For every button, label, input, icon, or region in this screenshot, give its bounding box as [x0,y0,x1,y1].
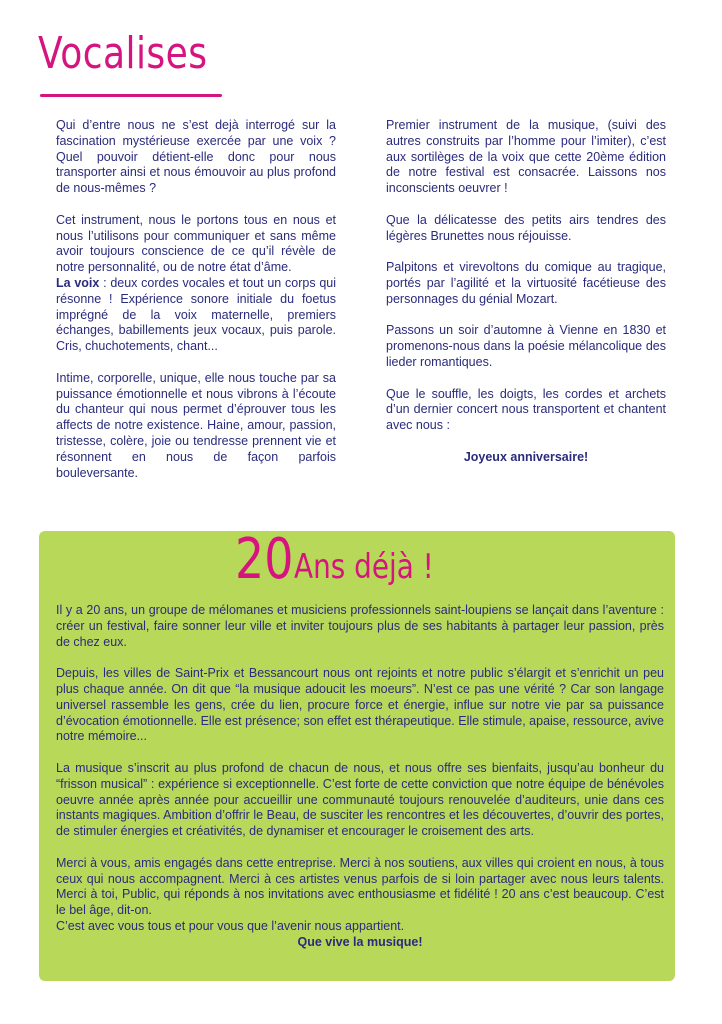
anniversary-text [56,603,664,951]
left-paragraph-3 [56,276,336,355]
anniversary-paragraph-4: Merci à vous, amis engagés dans cette entreprise. Merci à nos soutiens, aux villes qui croient en nous, à tous ceux qui nous accompagnent. Merci à ces artistes venus parfois de si loin partager avec nous leurs talents. Merci à toi, Public, qui réponds à nos invitations avec enthousiasme et fidélité ! 20 ans c’est beaucoup. C’est le bel âge, dit-on. [56,855,664,918]
anniversary-title [235,527,465,597]
left-column [56,118,336,497]
right-column [386,118,666,481]
right-paragraph-1: Premier instrument de la musique, (suivi des autres construits par l’homme pour l’imiter), c’est aux sortilèges de la voix que cette 20ème édition de notre festival est consacrée. Laissons nos inconscients oeuvrer ! [386,118,666,196]
page-title: Vocalises [38,28,208,79]
anniversary-paragraph-1: Il y a 20 ans, un groupe de mélomanes et musiciens professionnels saint-loupiens se lançait dans l’aventure : créer un festival, faire sonner leur ville et inviter toujours plus de ses habitants à partager leur passion, près de chez eux. [56,603,664,649]
left-paragraph-1: Qui d’entre nous ne s’est dejà interrogé sur la fascination mystérieuse exercée par une voix ? Quel pouvoir détient-elle donc pour nous transporter ainsi et nous émouvoir au plus profond de nous-mêmes ? [56,118,336,196]
anniversary-closing: Que vive la musique! [297,934,423,949]
right-paragraph-3: Palpitons et virevoltons du comique au tragique, portés par l’agilité et la virtuosité facétieuse des personnages du génial Mozart. [386,260,666,306]
anniversary-paragraph-5: C’est avec vous tous et pour vous que l’avenir nous appartient. [56,918,405,933]
birthday-closing: Joyeux anniversaire! [463,449,589,464]
anniversary-paragraph-3: La musique s’inscrit au plus profond de chacun de nous, et nous offre ses bienfaits, jusqu’au bonheur du “frisson musical” : expérience si exceptionnelle. C’est forte de cette conviction que notre équipe de bénévoles oeuvre année après année pour accueillir une communauté toujours renouvelée d’auditeurs, unie dans ces instants magiques. Ambition d’offrir le Beau, de susciter les rencontres et les découvertes, d’ouvrir des portes, de stimuler énergies et créativités, de dynamiser et encourager le croisement des arts. [56,760,664,839]
right-paragraph-5: Que le souffle, les doigts, les cordes et archets d’un dernier concert nous transportent et chantent avec nous : [386,386,666,433]
right-paragraph-2: Que la délicatesse des petits airs tendres des légères Brunettes nous réjouisse. [386,212,666,243]
title-underline [40,94,222,97]
left-paragraph-3-text: : deux cordes vocales et tout un corps qui résonne ! Expérience sonore initiale du foetus imprégné de la voix maternelle, premiers échanges, babillements jeux vocaux, puis parole. Cris, chuchotements, chant... [56,275,336,354]
anniversary-paragraph-2: Depuis, les villes de Saint-Prix et Bessancourt nous ont rejoints et notre public s’élargit et s’enrichit un peu plus chaque année. On dit que “la musique adoucit les moeurs”. N’est ce pas une vérité ? Car son langage universel rassemble les gens, crée du lien, procure force et énergie, influe sur notre vie par sa puissance d’évocation émotionnelle. Elle est présence; son effet est thérapeutique. Elle stimule, apaise, ressource, avive notre mémoire... [56,666,664,744]
left-paragraph-2: Cet instrument, nous le portons tous en nous et nous l’utilisons pour communiquer et sans même avoir toujours conscience de ce qu’il révèle de notre personnalité, ou de notre état d’âme. [56,212,336,275]
left-paragraph-4: Intime, corporelle, unique, elle nous touche par sa puissance émotionnelle et nous vibrons à l’écoute du chanteur qui nous permet d’éprouver tous les affects de notre existence. Haine, amour, passion, tristesse, colère, joie ou tendresse prennent vie et résonnent en nous de façon parfois bouleversante. [56,370,336,480]
anniversary-title-text: Ans déjà ! [294,547,435,587]
right-paragraph-4: Passons un soir d’automne à Vienne en 1830 et promenons-nous dans la poésie mélancolique des lieder romantiques. [386,323,666,369]
voice-keyword: La voix [56,275,100,290]
anniversary-title-number: 20 [235,527,294,592]
